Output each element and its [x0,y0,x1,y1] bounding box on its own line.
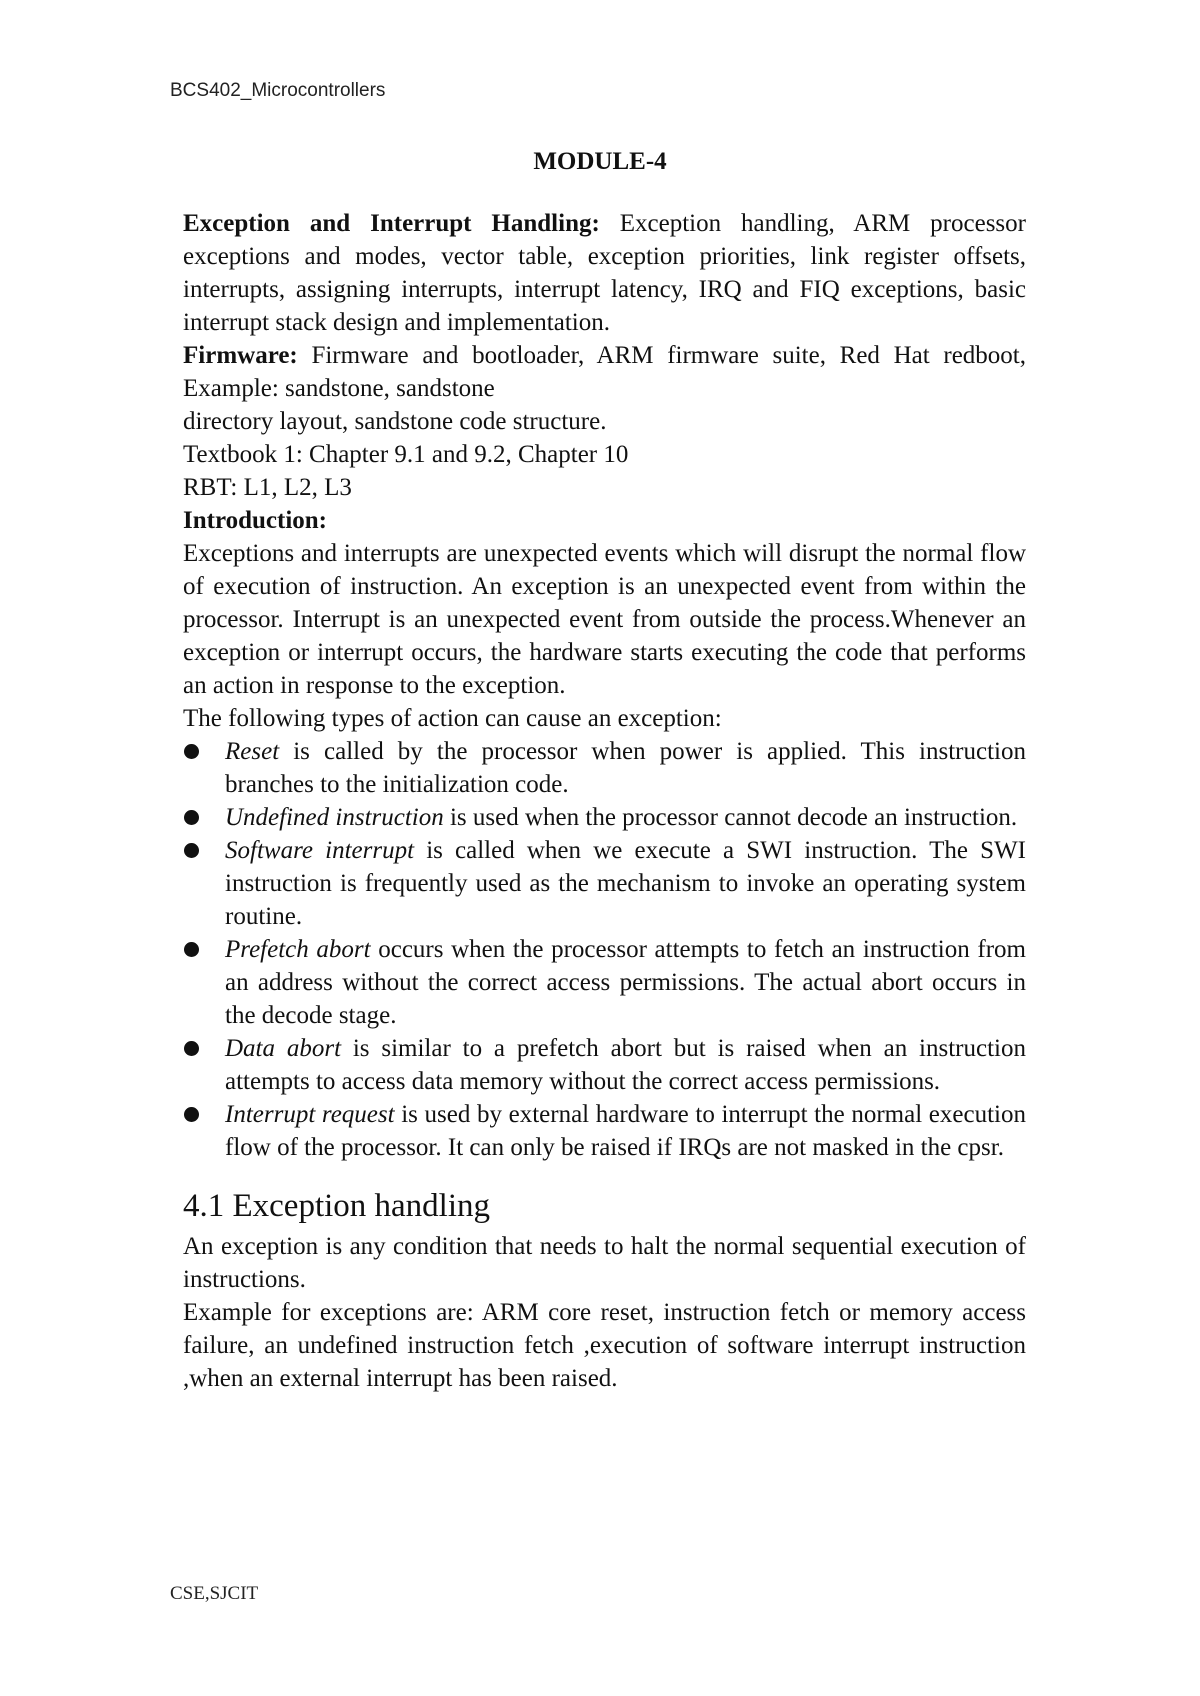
list-item-term: Reset [225,738,280,765]
list-item-text: is similar to a prefetch abort but is raised when an instruction attempts to access data memory without the correct access permissions. [225,1035,1026,1095]
syllabus-exception-paragraph [183,207,1026,339]
bullet-icon [184,942,199,957]
syllabus-firmware-label: Firmware: [183,342,298,369]
module-title: MODULE-4 [533,148,667,175]
bullet-icon [184,810,199,825]
syllabus-firmware-text: Firmware and bootloader, ARM firmware suite, Red Hat redboot, Example: sandstone, sandstone [183,342,1026,402]
list-item-text: is called when we execute a SWI instruction. The SWI instruction is frequently used as the mechanism to invoke an operating system routine. [225,837,1026,930]
running-header: BCS402_Microcontrollers [170,80,386,101]
list-item-text: occurs when the processor attempts to fetch an instruction from an address without the correct access permissions. The actual abort occurs in the decode stage. [225,936,1026,1029]
rbt-levels: RBT: L1, L2, L3 [183,474,352,501]
list-item [183,1032,1026,1098]
exception-type-list [183,735,1026,1164]
syllabus-exception-label: Exception and Interrupt Handling: [183,210,600,237]
list-item-text: is used by external hardware to interrupt the normal execution flow of the processor. It can only be raised if IRQs are not masked in the cpsr. [225,1101,1026,1161]
section-paragraph-2: Example for exceptions are: ARM core reset, instruction fetch or memory access failure, an undefined instruction fetch ,execution of software interrupt instruction ,when an external interrupt has been raised. [183,1299,1026,1392]
textbook-reference: Textbook 1: Chapter 9.1 and 9.2, Chapter 10 [183,441,629,468]
bullet-icon [184,1107,199,1122]
bullet-icon [184,843,199,858]
syllabus-exception-text: Exception handling, ARM processor exceptions and modes, vector table, exception priorities, link register offsets, interrupts, assigning interrupts, interrupt latency, IRQ and FIQ exceptions, basic interrupt stack design and implementation. [183,210,1026,336]
list-item [183,801,1026,834]
syllabus-firmware-paragraph [183,339,1026,405]
list-item-term: Prefetch abort [225,936,371,963]
list-item-term: Interrupt request [225,1101,395,1128]
bullet-icon [184,744,199,759]
introduction-heading: Introduction: [183,507,328,534]
list-item [183,933,1026,1032]
list-item-text: is used when the processor cannot decode an instruction. [443,804,1018,831]
list-item-term: Data abort [225,1035,342,1062]
document-body [183,207,1026,1395]
list-item-text: is called by the processor when power is applied. This instruction branches to the initialization code. [225,738,1026,798]
list-item [183,834,1026,933]
syllabus-firmware-continued: directory layout, sandstone code structure. [183,408,607,435]
list-item-term: Undefined instruction [225,804,444,831]
bullet-icon [184,1041,199,1056]
section-paragraph-1: An exception is any condition that needs to halt the normal sequential execution of instructions. [183,1233,1026,1293]
page-footer: CSE,SJCIT [170,1583,259,1604]
introduction-paragraph: Exceptions and interrupts are unexpected events which will disrupt the normal flow of execution of instruction. An exception is an unexpected event from within the processor. Interrupt is an unexpected event from outside the process.Whenever an exception or interrupt occurs, the hardware starts executing the code that performs an action in response to the exception. [183,540,1026,699]
list-item-term: Software interrupt [225,837,415,864]
list-item [183,1098,1026,1164]
exception-list-intro: The following types of action can cause an exception: [183,705,722,732]
section-heading: 4.1 Exception handling [183,1188,491,1224]
list-item [183,735,1026,801]
